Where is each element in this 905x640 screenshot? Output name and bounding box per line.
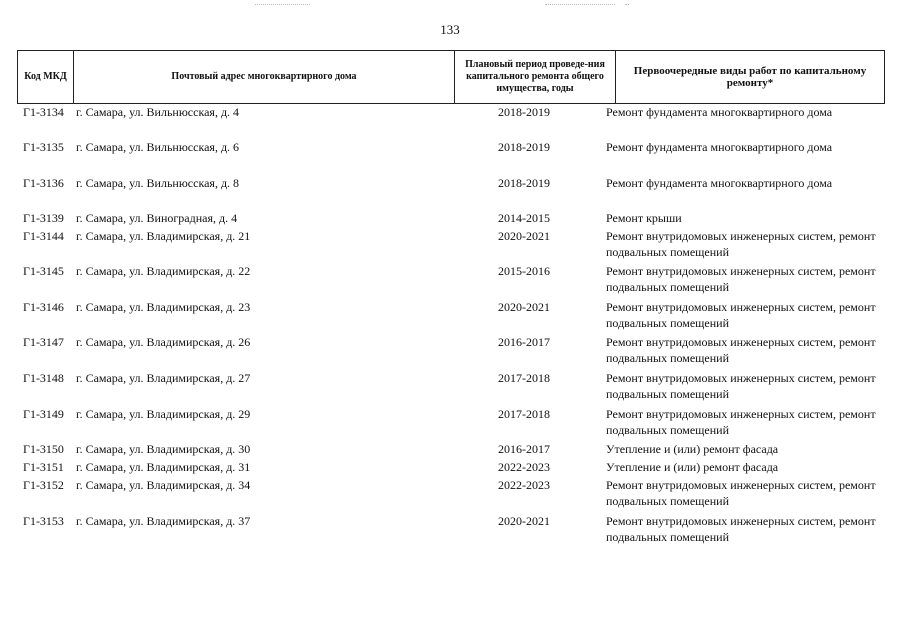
row-address: г. Самара, ул. Виноградная, д. 4 (76, 211, 238, 225)
row-code: Г1-3150 (23, 442, 64, 456)
row-period: 2017-2018 (498, 371, 550, 385)
row-works: Ремонт внутридомовых инженерных систем, ремонт подвальных помещений (606, 371, 876, 401)
row-works: Ремонт фундамента многоквартирного дома (606, 176, 833, 190)
row-code: Г1-3152 (23, 478, 64, 492)
row-works: Ремонт внутридомовых инженерных систем, ремонт подвальных помещений (606, 229, 876, 259)
row-works: Ремонт внутридомовых инженерных систем, ремонт подвальных помещений (606, 300, 876, 330)
row-works: Ремонт крыши (606, 211, 682, 225)
row-works: Ремонт внутридомовых инженерных систем, ремонт подвальных помещений (606, 514, 876, 544)
page-number: 133 (440, 22, 460, 37)
row-period: 2020-2021 (498, 229, 550, 243)
row-address: г. Самара, ул. Владимирская, д. 30 (76, 442, 251, 456)
row-address: г. Самара, ул. Владимирская, д. 26 (76, 335, 251, 349)
row-code: Г1-3144 (23, 229, 64, 243)
row-address: г. Самара, ул. Владимирская, д. 37 (76, 514, 251, 528)
row-works: Ремонт внутридомовых инженерных систем, ремонт подвальных помещений (606, 335, 876, 365)
header-period: Плановый период проведе-ния капитального ремонта общего имущества, годы (454, 51, 616, 103)
row-period: 2015-2016 (498, 264, 550, 278)
row-address: г. Самара, ул. Владимирская, д. 27 (76, 371, 251, 385)
row-works: Утепление и (или) ремонт фасада (606, 460, 779, 474)
row-address: г. Самара, ул. Вильнюсская, д. 6 (76, 140, 240, 154)
row-works: Ремонт фундамента многоквартирного дома (606, 140, 833, 154)
row-code: Г1-3139 (23, 211, 64, 225)
header-address: Почтовый адрес многоквартирного дома (171, 71, 357, 82)
row-code: Г1-3151 (23, 460, 64, 474)
row-period: 2020-2021 (498, 514, 550, 528)
row-address: г. Самара, ул. Вильнюсская, д. 4 (76, 105, 240, 119)
row-period: 2014-2015 (498, 211, 550, 225)
row-period: 2022-2023 (498, 460, 550, 474)
scan-mark (625, 4, 629, 6)
row-code: Г1-3145 (23, 264, 64, 278)
row-period: 2022-2023 (498, 478, 550, 492)
header-code: Код МКД (17, 51, 74, 103)
row-works: Ремонт фундамента многоквартирного дома (606, 105, 833, 119)
row-code: Г1-3149 (23, 407, 64, 421)
row-period: 2018-2019 (498, 105, 550, 119)
row-works: Ремонт внутридомовых инженерных систем, ремонт подвальных помещений (606, 264, 876, 294)
row-code: Г1-3135 (23, 140, 64, 154)
scan-mark (545, 4, 615, 6)
row-address: г. Самара, ул. Владимирская, д. 22 (76, 264, 251, 278)
row-period: 2018-2019 (498, 176, 550, 190)
row-code: Г1-3146 (23, 300, 64, 314)
row-period: 2017-2018 (498, 407, 550, 421)
table-header (17, 50, 885, 104)
row-code: Г1-3153 (23, 514, 64, 528)
row-code: Г1-3147 (23, 335, 64, 349)
row-works: Ремонт внутридомовых инженерных систем, ремонт подвальных помещений (606, 407, 876, 437)
header-works: Первоочередные виды работ по капитальному ремонту* (616, 51, 885, 103)
row-period: 2018-2019 (498, 140, 550, 154)
row-address: г. Самара, ул. Владимирская, д. 31 (76, 460, 251, 474)
row-period: 2016-2017 (498, 442, 550, 456)
row-address: г. Самара, ул. Вильнюсская, д. 8 (76, 176, 240, 190)
row-address: г. Самара, ул. Владимирская, д. 34 (76, 478, 251, 492)
row-period: 2020-2021 (498, 300, 550, 314)
row-works: Ремонт внутридомовых инженерных систем, ремонт подвальных помещений (606, 478, 876, 508)
scan-mark (255, 4, 310, 6)
row-works: Утепление и (или) ремонт фасада (606, 442, 779, 456)
row-period: 2016-2017 (498, 335, 550, 349)
row-address: г. Самара, ул. Владимирская, д. 29 (76, 407, 251, 421)
row-code: Г1-3136 (23, 176, 64, 190)
row-code: Г1-3148 (23, 371, 64, 385)
row-address: г. Самара, ул. Владимирская, д. 23 (76, 300, 251, 314)
row-address: г. Самара, ул. Владимирская, д. 21 (76, 229, 251, 243)
row-code: Г1-3134 (23, 105, 64, 119)
